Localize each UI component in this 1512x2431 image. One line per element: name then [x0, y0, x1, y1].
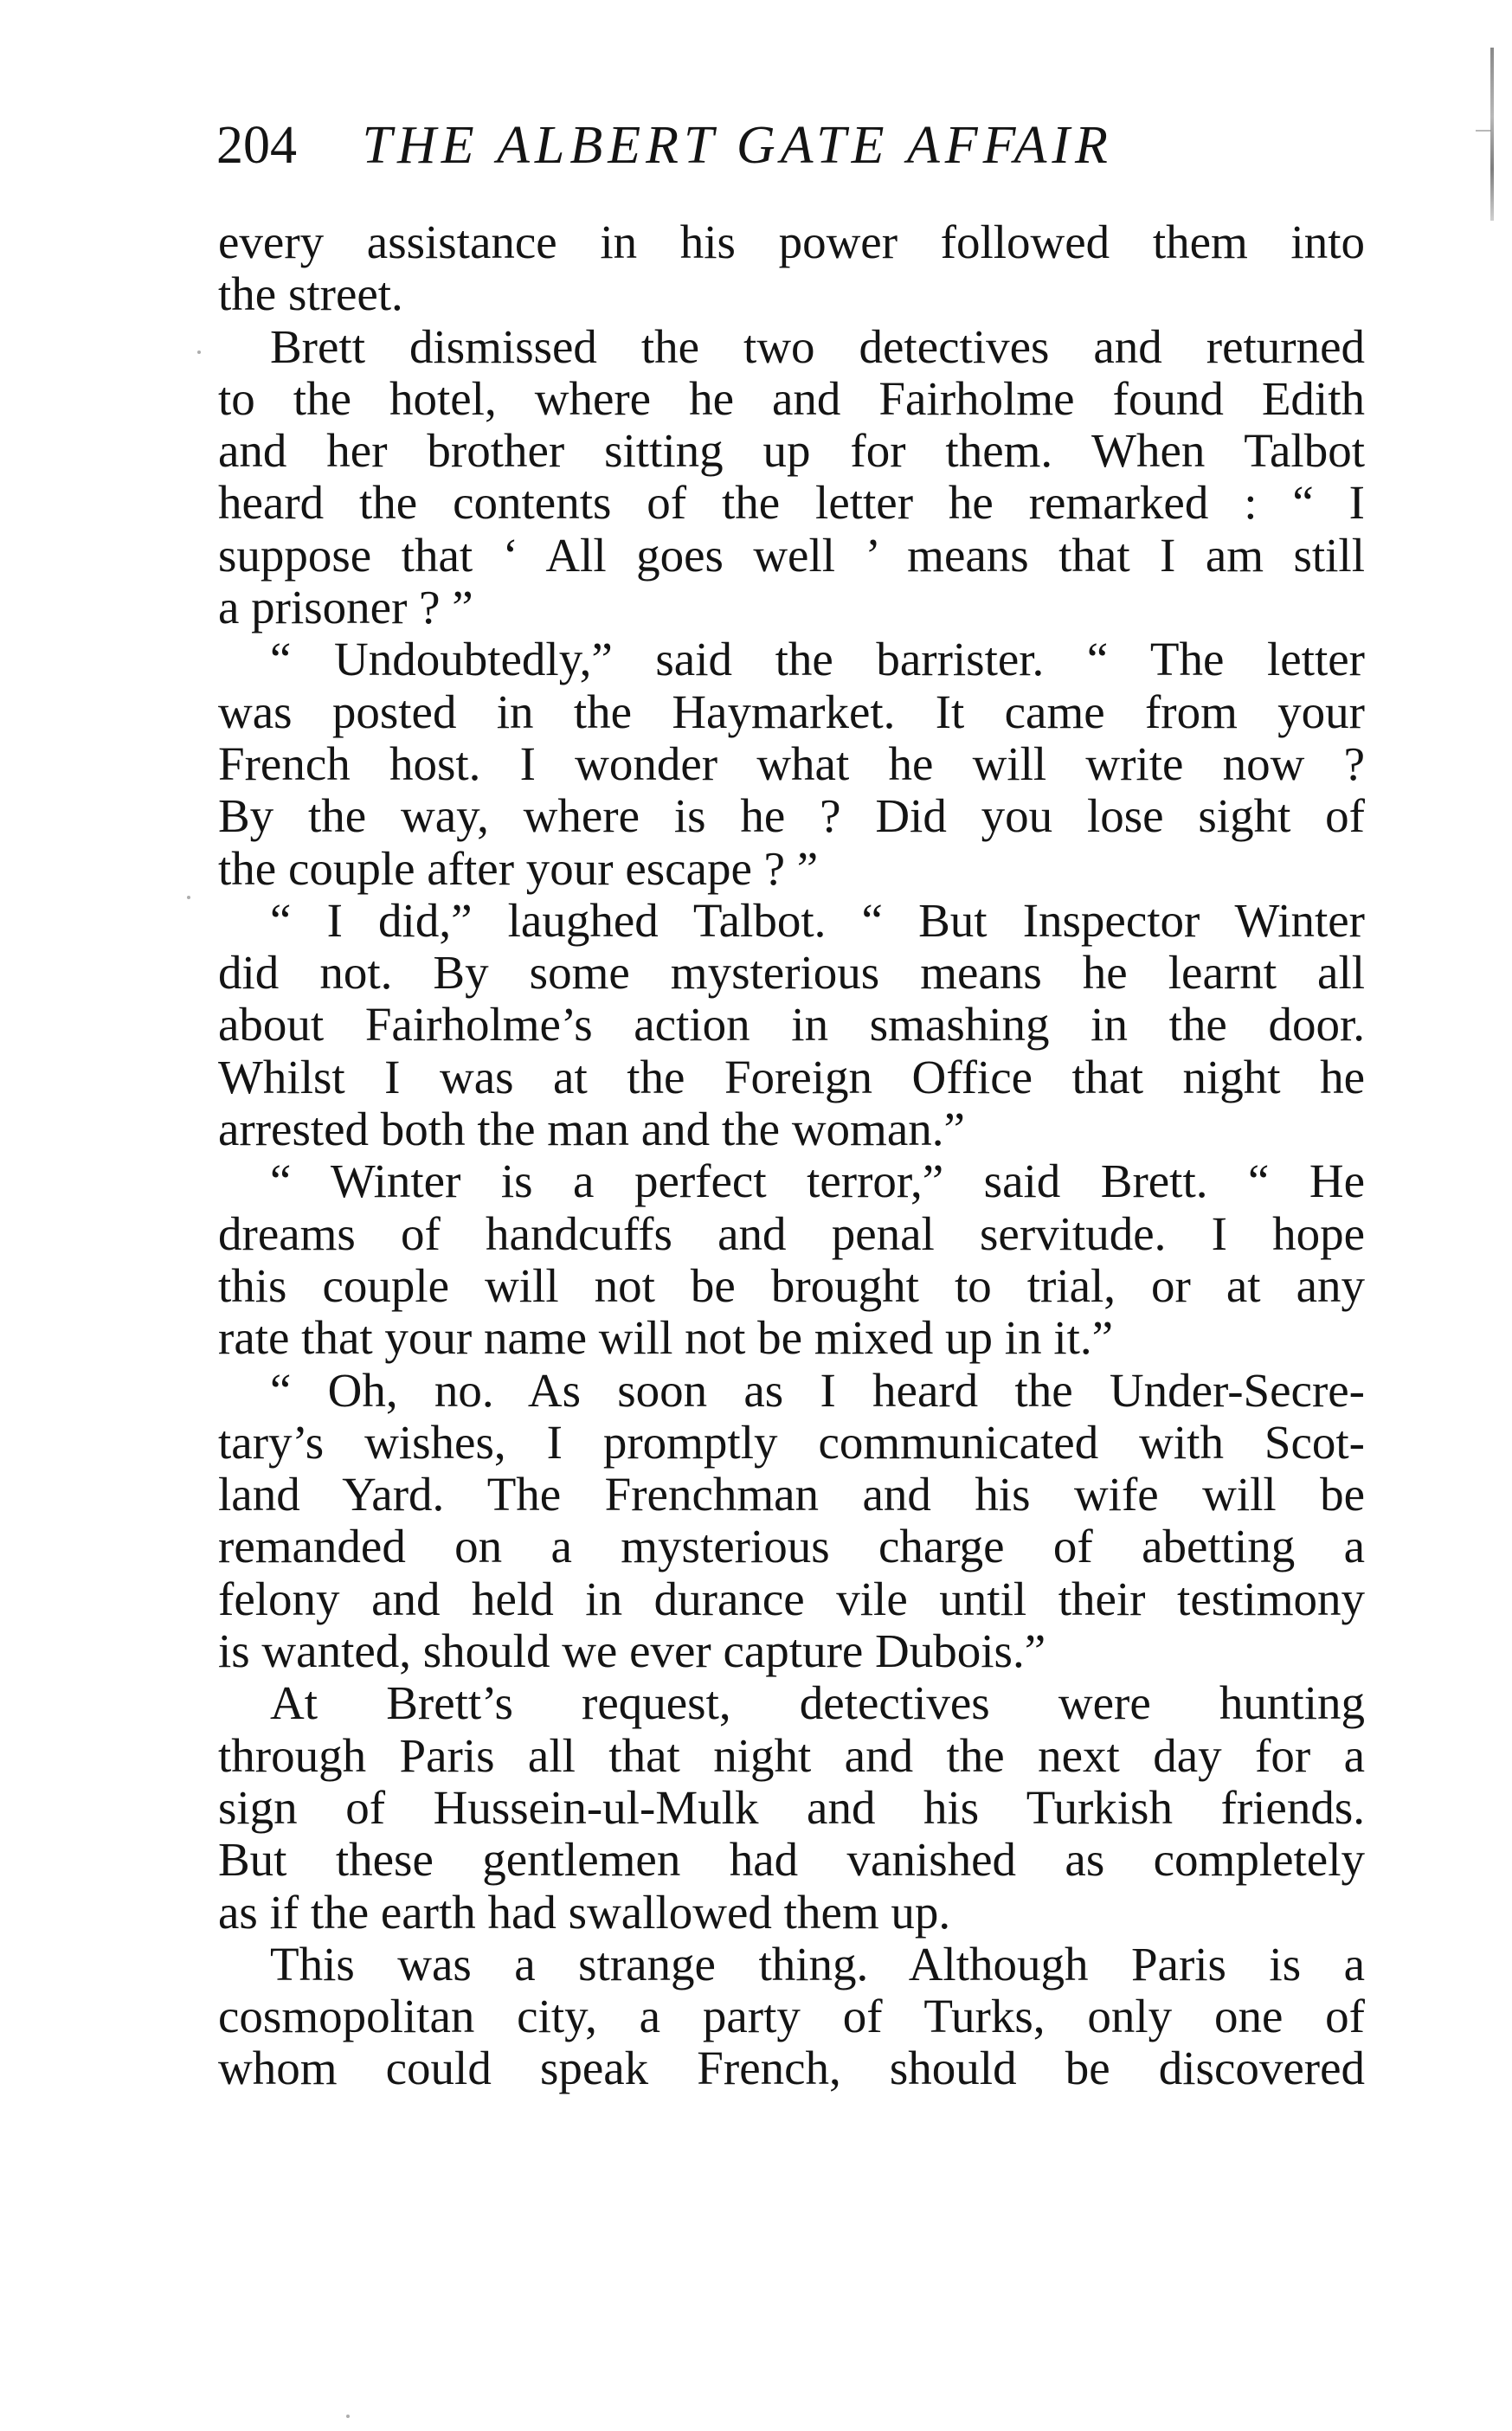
text-line: as if the earth had swallowed them up.	[218, 1885, 951, 1939]
text-line: and her brother sitting up for them. When Talbot	[218, 424, 1365, 478]
text-line: “ Undoubtedly,” said the barrister. “ The letter	[270, 633, 1365, 686]
scan-edge-tick	[1476, 130, 1491, 132]
scan-edge-mark	[1490, 48, 1494, 221]
book-title: THE ALBERT GATE AFFAIR	[362, 116, 1113, 175]
text-line: this couple will not be brought to trial, or at any	[218, 1258, 1365, 1312]
running-head	[216, 111, 1367, 180]
text-line: French host. I wonder what he will write now ?	[218, 736, 1365, 790]
text-line: suppose that ‘ All goes well ’ means that I am still	[218, 528, 1365, 582]
text-line: “ Winter is a perfect terror,” said Brett. “ He	[270, 1154, 1365, 1208]
text-line: through Paris all that night and the next day for a	[218, 1728, 1365, 1782]
text-line: “ Oh, no. As soon as I heard the Under-Secre-	[270, 1363, 1365, 1417]
text-line: By the way, where is he ? Did you lose sight of	[218, 789, 1365, 843]
text-line: every assistance in his power followed them into	[218, 215, 1365, 268]
text-line: “ I did,” laughed Talbot. “ But Inspector Winter	[270, 893, 1365, 947]
text-line: Brett dismissed the two detectives and returned	[270, 319, 1365, 373]
text-line: to the hotel, where he and Fairholme found Edith	[218, 371, 1365, 425]
text-line: about Fairholme’s action in smashing in the door.	[218, 998, 1365, 1052]
text-line: cosmopolitan city, a party of Turks, only one of	[218, 1990, 1365, 2043]
text-line: At Brett’s request, detectives were hunting	[270, 1676, 1365, 1730]
scan-speck	[346, 2415, 350, 2418]
scan-speck	[197, 351, 201, 354]
text-line: was posted in the Haymarket. It came from your	[218, 685, 1365, 738]
text-line: did not. By some mysterious means he learnt all	[218, 946, 1365, 1000]
text-line: rate that your name will not be mixed up in it.”	[218, 1311, 1114, 1365]
text-line: a prisoner ? ”	[218, 581, 473, 634]
text-line: the couple after your escape ? ”	[218, 841, 819, 895]
text-line: is wanted, should we ever capture Dubois.”	[218, 1624, 1046, 1678]
text-line: sign of Hussein-ul-Mulk and his Turkish friends.	[218, 1780, 1365, 1834]
text-line: the street.	[218, 267, 403, 321]
text-line: remanded on a mysterious charge of abetting a	[218, 1520, 1365, 1573]
text-line: arrested both the man and the woman.”	[218, 1103, 965, 1156]
page-number: 204	[216, 116, 297, 175]
body-text	[218, 216, 1365, 2095]
text-line: Whilst I was at the Foreign Office that night he	[218, 1050, 1365, 1103]
text-line: This was a strange thing. Although Paris is a	[270, 1937, 1365, 1990]
text-line: land Yard. The Frenchman and his wife will be	[218, 1468, 1365, 1521]
text-line: felony and held in durance vile until their testimony	[218, 1572, 1365, 1625]
text-line: whom could speak French, should be discovered	[218, 2042, 1365, 2095]
scan-speck	[187, 896, 190, 899]
text-line: But these gentlemen had vanished as completely	[218, 1833, 1365, 1887]
text-line: dreams of handcuffs and penal servitude. I hope	[218, 1206, 1365, 1260]
text-line: tary’s wishes, I promptly communicated with Scot-	[218, 1415, 1365, 1469]
text-line: heard the contents of the letter he remarked : “ I	[218, 476, 1365, 530]
